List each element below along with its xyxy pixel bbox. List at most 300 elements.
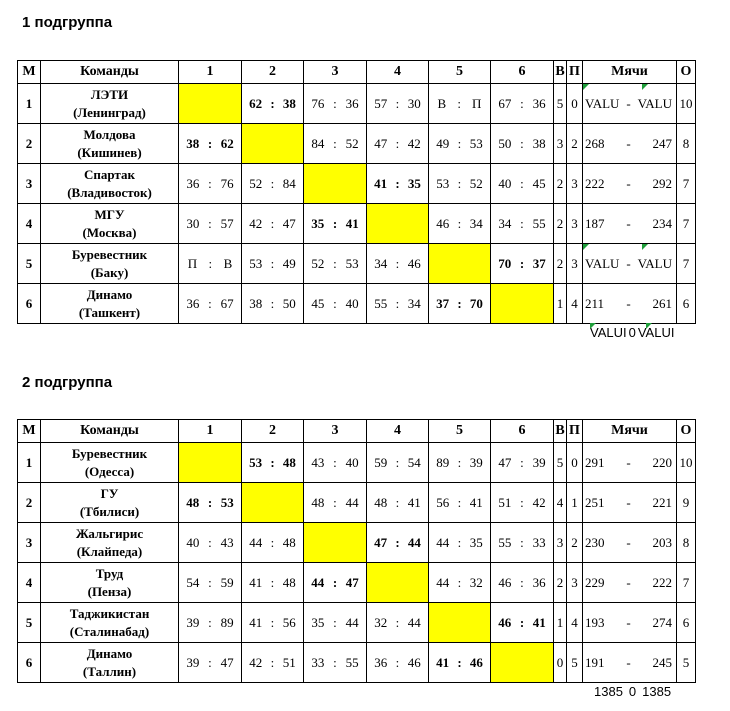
score-value <box>242 216 303 232</box>
place-cell: 5 <box>18 244 41 284</box>
balls-cell <box>583 643 677 683</box>
score-left: 49 <box>436 135 450 151</box>
balls-for: 229 <box>585 574 605 590</box>
balls-separator: - <box>626 574 631 590</box>
score-right: 40 <box>345 454 359 470</box>
balls-separator: - <box>626 654 631 670</box>
score-colon: : <box>520 574 524 590</box>
score-colon: : <box>208 175 212 191</box>
score-colon: : <box>395 454 400 470</box>
score-cell <box>367 284 429 324</box>
points-cell: 7 <box>677 244 696 284</box>
balls-value <box>583 615 676 631</box>
total-difference: 0 <box>628 684 637 699</box>
team-city: (Ташкент) <box>78 304 141 320</box>
score-left: 35 <box>311 215 325 231</box>
score-cell <box>242 563 304 603</box>
score-colon: : <box>333 95 337 111</box>
score-colon: : <box>395 95 400 111</box>
score-colon: : <box>270 95 275 111</box>
balls-value <box>583 495 676 511</box>
balls-for: 191 <box>585 654 605 670</box>
score-left: 36 <box>374 654 388 670</box>
score-right: 84 <box>282 175 296 191</box>
header-points: О <box>677 61 696 84</box>
team-cell <box>41 284 179 324</box>
won-cell: 3 <box>554 523 567 563</box>
score-cell <box>491 523 554 563</box>
balls-cell <box>583 204 677 244</box>
score-colon: : <box>207 135 213 151</box>
lost-cell: 3 <box>567 204 583 244</box>
score-left: 47 <box>374 534 388 550</box>
score-right: 48 <box>282 534 296 550</box>
score-right: 42 <box>407 135 421 151</box>
balls-against: 245 <box>652 654 672 670</box>
score-colon: : <box>332 215 338 231</box>
score-left: 40 <box>498 175 512 191</box>
group-1-standings-table <box>17 60 696 324</box>
balls-value <box>583 256 676 272</box>
score-value <box>304 136 366 152</box>
score-cell <box>179 244 242 284</box>
header-col-1: 1 <box>179 420 242 443</box>
team-row <box>18 443 696 483</box>
place-cell: 2 <box>18 483 41 523</box>
score-cell <box>304 643 367 683</box>
score-right: 44 <box>407 534 421 550</box>
score-cell <box>367 84 429 124</box>
balls-cell <box>583 284 677 324</box>
score-value <box>429 176 490 192</box>
score-colon: : <box>270 574 275 590</box>
score-right: 54 <box>407 454 421 470</box>
score-colon: : <box>207 494 213 510</box>
score-right: 41 <box>532 614 546 630</box>
score-right: 53 <box>469 135 483 151</box>
group-1-title: 1 подгруппа <box>22 14 113 31</box>
score-colon: : <box>457 654 462 670</box>
error-marker-icon <box>583 84 589 90</box>
score-cell <box>367 643 429 683</box>
team-row <box>18 523 696 563</box>
score-value <box>491 495 553 511</box>
score-cell <box>367 443 429 483</box>
won-cell: 0 <box>554 643 567 683</box>
score-cell <box>491 483 554 523</box>
score-cell <box>429 284 491 324</box>
score-left: 40 <box>186 534 200 550</box>
points-cell: 6 <box>677 603 696 643</box>
score-cell <box>367 244 429 284</box>
score-value <box>491 575 553 591</box>
team-city: (Владивосток) <box>67 184 152 200</box>
won-cell: 3 <box>554 124 567 164</box>
team-city: (Таллин) <box>82 663 137 679</box>
team-name: Буревестник <box>71 445 148 461</box>
self-match-cell <box>242 124 304 164</box>
score-value <box>491 535 553 551</box>
score-value <box>242 535 303 551</box>
balls-value <box>583 216 676 232</box>
score-right: 34 <box>407 295 421 311</box>
balls-value <box>583 655 676 671</box>
score-value <box>491 216 553 232</box>
group-1-totals-row <box>590 325 700 340</box>
score-colon: : <box>520 534 524 550</box>
score-right: 45 <box>532 175 546 191</box>
score-colon: : <box>270 295 275 311</box>
score-left: 76 <box>311 95 325 111</box>
header-col-6: 6 <box>491 420 554 443</box>
score-cell <box>179 603 242 643</box>
score-value <box>242 575 303 591</box>
score-right: 53 <box>345 255 359 271</box>
balls-separator: - <box>626 95 631 111</box>
balls-for: 230 <box>585 534 605 550</box>
balls-separator: - <box>626 614 631 630</box>
score-right: 51 <box>282 654 296 670</box>
score-left: 35 <box>311 614 325 630</box>
header-col-6: 6 <box>491 61 554 84</box>
team-row <box>18 204 696 244</box>
score-left: 53 <box>249 454 263 470</box>
score-right: 62 <box>220 135 234 151</box>
score-left: В <box>437 95 447 111</box>
balls-separator: - <box>626 255 631 271</box>
score-right: 42 <box>532 494 546 510</box>
score-left: 41 <box>249 614 263 630</box>
points-cell: 8 <box>677 124 696 164</box>
balls-cell <box>583 603 677 643</box>
score-cell <box>304 443 367 483</box>
team-name: ЛЭТИ <box>90 86 129 102</box>
balls-against: 247 <box>652 135 672 151</box>
score-cell <box>179 483 242 523</box>
score-value <box>242 615 303 631</box>
total-balls-against: VALUI <box>637 325 675 340</box>
score-cell <box>367 124 429 164</box>
score-value <box>367 495 428 511</box>
lost-cell: 0 <box>567 84 583 124</box>
header-col-1: 1 <box>179 61 242 84</box>
score-cell <box>429 523 491 563</box>
group-2-standings-table <box>17 419 696 683</box>
score-colon: : <box>395 494 400 510</box>
score-left: 52 <box>249 175 263 191</box>
lost-cell: 4 <box>567 284 583 324</box>
score-colon: : <box>270 215 275 231</box>
score-right: 49 <box>282 255 296 271</box>
score-left: 44 <box>436 534 450 550</box>
score-colon: : <box>333 135 337 151</box>
won-cell: 5 <box>554 443 567 483</box>
score-left: 44 <box>436 574 450 590</box>
team-cell <box>41 443 179 483</box>
score-value <box>429 575 490 591</box>
score-value <box>491 455 553 471</box>
self-match-cell <box>429 603 491 643</box>
score-right: 48 <box>282 454 296 470</box>
score-value <box>491 176 553 192</box>
score-right: 57 <box>220 215 234 231</box>
lost-cell: 0 <box>567 443 583 483</box>
score-left: 84 <box>311 135 325 151</box>
self-match-cell <box>179 84 242 124</box>
score-cell <box>491 603 554 643</box>
team-cell <box>41 124 179 164</box>
team-city: (Тбилиси) <box>79 503 140 519</box>
score-colon: : <box>519 614 525 630</box>
score-cell <box>367 164 429 204</box>
score-left: 32 <box>374 614 388 630</box>
score-cell <box>242 204 304 244</box>
score-cell <box>242 643 304 683</box>
score-left: 33 <box>311 654 325 670</box>
balls-value <box>583 176 676 192</box>
balls-separator: - <box>626 215 631 231</box>
score-right: 56 <box>282 614 296 630</box>
score-colon: : <box>270 255 275 271</box>
score-right: 38 <box>282 95 296 111</box>
score-cell <box>179 204 242 244</box>
lost-cell: 3 <box>567 563 583 603</box>
score-value <box>304 296 366 312</box>
score-value <box>367 455 428 471</box>
score-value <box>429 535 490 551</box>
score-colon: : <box>270 614 275 630</box>
score-value <box>242 96 303 112</box>
lost-cell: 3 <box>567 244 583 284</box>
header-lost: П <box>567 420 583 443</box>
score-right: 89 <box>220 614 234 630</box>
score-cell <box>491 443 554 483</box>
score-right: 39 <box>469 454 483 470</box>
score-colon: : <box>333 614 337 630</box>
score-right: В <box>223 255 233 271</box>
team-cell <box>41 84 179 124</box>
score-value <box>491 96 553 112</box>
score-value <box>429 216 490 232</box>
team-name: Труд <box>95 565 124 581</box>
score-right: 47 <box>345 574 359 590</box>
place-cell: 1 <box>18 84 41 124</box>
score-value <box>242 176 303 192</box>
total-balls-for: VALUI <box>590 325 627 340</box>
balls-cell <box>583 164 677 204</box>
score-left: 67 <box>498 95 512 111</box>
score-cell <box>179 164 242 204</box>
score-colon: : <box>520 95 524 111</box>
score-value <box>367 655 428 671</box>
score-right: 34 <box>469 215 483 231</box>
score-value <box>367 296 428 312</box>
team-name: Жальгирис <box>75 525 144 541</box>
place-cell: 1 <box>18 443 41 483</box>
score-cell <box>179 284 242 324</box>
score-left: 36 <box>186 175 200 191</box>
score-value <box>367 256 428 272</box>
score-right: 70 <box>469 295 483 311</box>
total-balls-for: 1385 <box>594 684 623 699</box>
balls-value <box>583 575 676 591</box>
score-value <box>179 176 241 192</box>
header-row <box>18 61 696 84</box>
score-left: 38 <box>186 135 200 151</box>
points-cell: 10 <box>677 84 696 124</box>
score-value <box>179 615 241 631</box>
error-marker-icon <box>646 323 652 329</box>
score-right: 41 <box>345 215 359 231</box>
score-right: 40 <box>345 295 359 311</box>
balls-separator: - <box>626 454 631 470</box>
balls-cell <box>583 124 677 164</box>
balls-value <box>583 455 676 471</box>
score-right: 50 <box>282 295 296 311</box>
header-won: В <box>554 420 567 443</box>
score-value <box>367 136 428 152</box>
score-cell <box>242 523 304 563</box>
team-city: (Москва) <box>82 224 137 240</box>
score-left: 55 <box>374 295 388 311</box>
score-left: 48 <box>186 494 200 510</box>
place-cell: 3 <box>18 523 41 563</box>
team-name: Буревестник <box>71 246 148 262</box>
score-right: 36 <box>532 95 546 111</box>
score-right: 38 <box>532 135 546 151</box>
score-value <box>179 535 241 551</box>
score-cell <box>179 124 242 164</box>
score-left: 47 <box>498 454 512 470</box>
balls-for: 193 <box>585 614 605 630</box>
score-right: 48 <box>282 574 296 590</box>
score-right: 33 <box>532 534 546 550</box>
score-left: 34 <box>498 215 512 231</box>
score-cell <box>304 563 367 603</box>
score-value <box>367 96 428 112</box>
score-value <box>304 96 366 112</box>
self-match-cell <box>367 204 429 244</box>
score-colon: : <box>208 215 212 231</box>
score-left: 43 <box>311 454 325 470</box>
lost-cell: 2 <box>567 124 583 164</box>
score-colon: : <box>270 654 275 670</box>
balls-separator: - <box>626 295 631 311</box>
score-value <box>429 96 490 112</box>
score-cell <box>429 84 491 124</box>
self-match-cell <box>304 164 367 204</box>
score-value <box>304 216 366 232</box>
balls-for: 291 <box>585 454 605 470</box>
score-value <box>304 655 366 671</box>
won-cell: 1 <box>554 284 567 324</box>
score-colon: : <box>208 614 212 630</box>
team-name: Динамо <box>86 286 133 302</box>
self-match-cell <box>429 244 491 284</box>
lost-cell: 3 <box>567 164 583 204</box>
balls-separator: - <box>626 175 631 191</box>
score-value <box>367 176 428 192</box>
score-left: 55 <box>498 534 512 550</box>
balls-cell <box>583 523 677 563</box>
score-cell <box>429 563 491 603</box>
balls-for: 251 <box>585 494 605 510</box>
score-left: 54 <box>186 574 200 590</box>
place-cell: 4 <box>18 204 41 244</box>
balls-separator: - <box>626 135 631 151</box>
team-row <box>18 643 696 683</box>
score-left: 39 <box>186 654 200 670</box>
score-colon: : <box>520 135 524 151</box>
score-left: 42 <box>249 654 263 670</box>
score-right: 52 <box>469 175 483 191</box>
score-right: 44 <box>345 494 359 510</box>
balls-separator: - <box>626 534 631 550</box>
place-cell: 3 <box>18 164 41 204</box>
score-right: 36 <box>532 574 546 590</box>
team-row <box>18 284 696 324</box>
score-right: 59 <box>220 574 234 590</box>
score-right: 37 <box>532 255 546 271</box>
points-cell: 5 <box>677 643 696 683</box>
place-cell: 2 <box>18 124 41 164</box>
points-cell: 8 <box>677 523 696 563</box>
score-right: 52 <box>345 135 359 151</box>
balls-separator: - <box>626 494 631 510</box>
score-colon: : <box>519 255 525 271</box>
score-left: 42 <box>249 215 263 231</box>
score-colon: : <box>457 454 462 470</box>
score-colon: : <box>457 215 462 231</box>
score-right: П <box>472 95 482 111</box>
score-colon: : <box>457 574 462 590</box>
header-teams: Команды <box>41 61 179 84</box>
balls-against: VALU <box>637 255 672 271</box>
score-left: 56 <box>436 494 450 510</box>
header-balls: Мячи <box>583 420 677 443</box>
points-cell: 7 <box>677 563 696 603</box>
score-left: 37 <box>436 295 450 311</box>
balls-cell <box>583 563 677 603</box>
score-colon: : <box>520 175 524 191</box>
score-left: 46 <box>436 215 450 231</box>
won-cell: 1 <box>554 603 567 643</box>
score-left: 51 <box>498 494 512 510</box>
score-left: 41 <box>374 175 388 191</box>
team-cell <box>41 164 179 204</box>
balls-against: 274 <box>652 614 672 630</box>
score-value <box>429 296 490 312</box>
score-value <box>179 495 241 511</box>
balls-against: 220 <box>652 454 672 470</box>
team-city: (Ленинград) <box>73 104 146 120</box>
header-col-4: 4 <box>367 61 429 84</box>
place-cell: 6 <box>18 643 41 683</box>
score-cell <box>429 204 491 244</box>
score-left: 36 <box>186 295 200 311</box>
score-colon: : <box>333 255 337 271</box>
score-cell <box>304 284 367 324</box>
points-cell: 10 <box>677 443 696 483</box>
score-right: 35 <box>469 534 483 550</box>
won-cell: 2 <box>554 244 567 284</box>
score-cell <box>491 124 554 164</box>
score-value <box>179 256 241 272</box>
score-cell <box>429 483 491 523</box>
team-name: ГУ <box>100 485 119 501</box>
score-right: 46 <box>407 255 421 271</box>
won-cell: 4 <box>554 483 567 523</box>
